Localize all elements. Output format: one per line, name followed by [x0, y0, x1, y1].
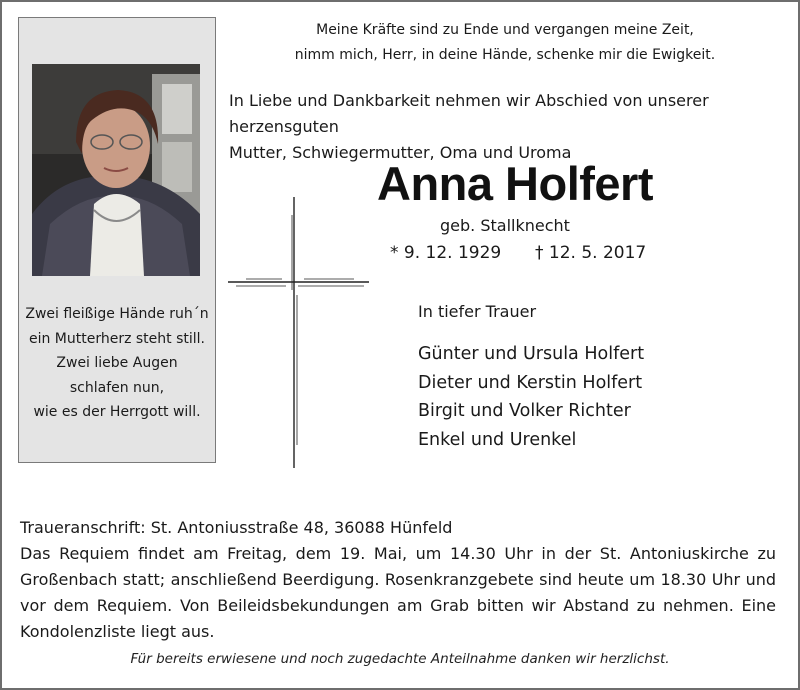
mourners-list — [418, 340, 644, 454]
mourning-address: Traueranschrift: St. Antoniusstraße 48, 36088 Hünfeld — [20, 518, 453, 537]
death-date: † 12. 5. 2017 — [535, 243, 647, 263]
birth-date: * 9. 12. 1929 — [390, 243, 502, 263]
thanks-note: Für bereits erwiesene und noch zugedachte Anteilnahme danken wir herzlichst. — [130, 651, 670, 667]
mourner-name: Enkel und Urenkel — [418, 429, 577, 450]
service-details: Das Requiem findet am Freitag, dem 19. Mai, um 14.30 Uhr in der St. Antoniuskirche zu Großenbach statt; anschließend Beerdigung. Rosenkranzgebete sind heute um 18.30 Uhr und vor dem Requiem. Von Beileidsbekundungen am Grab bitten wir Abstand zu nehmen. Eine Kondolenzliste liegt aus. — [20, 544, 776, 641]
mourner-name: Günter und Ursula Holfert — [418, 344, 645, 364]
sidebar-poem — [19, 302, 215, 425]
poem-line: Zwei fleißige Hände ruh´n — [25, 306, 209, 322]
poem-line: Zwei liebe Augen — [56, 355, 178, 372]
verse-line: nimm mich, Herr, in deine Hände, schenke mir die Ewigkeit. — [294, 47, 716, 63]
farewell-intro — [229, 88, 789, 166]
maiden-name: geb. Stallknecht — [440, 216, 570, 235]
poem-line: schlafen nun, — [69, 379, 165, 396]
mourner-name: Birgit und Volker Richter — [418, 401, 631, 421]
deceased-name: Anna Holfert — [377, 157, 653, 210]
mourner-name: Dieter und Kerstin Holfert — [418, 372, 643, 393]
verse-line: Meine Kräfte sind zu Ende und vergangen meine Zeit, — [316, 22, 694, 38]
sidebar-panel — [18, 17, 216, 463]
footer-info — [20, 515, 776, 645]
intro-line: Mutter, Schwiegermutter, Oma und Uroma — [229, 143, 572, 162]
cross-icon — [226, 195, 371, 470]
mourning-intro: In tiefer Trauer — [418, 302, 537, 321]
opening-verse — [220, 18, 790, 68]
portrait-photo — [32, 64, 200, 276]
poem-line: wie es der Herrgott will. — [33, 404, 201, 421]
intro-line: In Liebe und Dankbarkeit nehmen wir Abschied von unserer herzensguten — [229, 91, 709, 136]
poem-line: ein Mutterherz steht still. — [28, 330, 206, 347]
